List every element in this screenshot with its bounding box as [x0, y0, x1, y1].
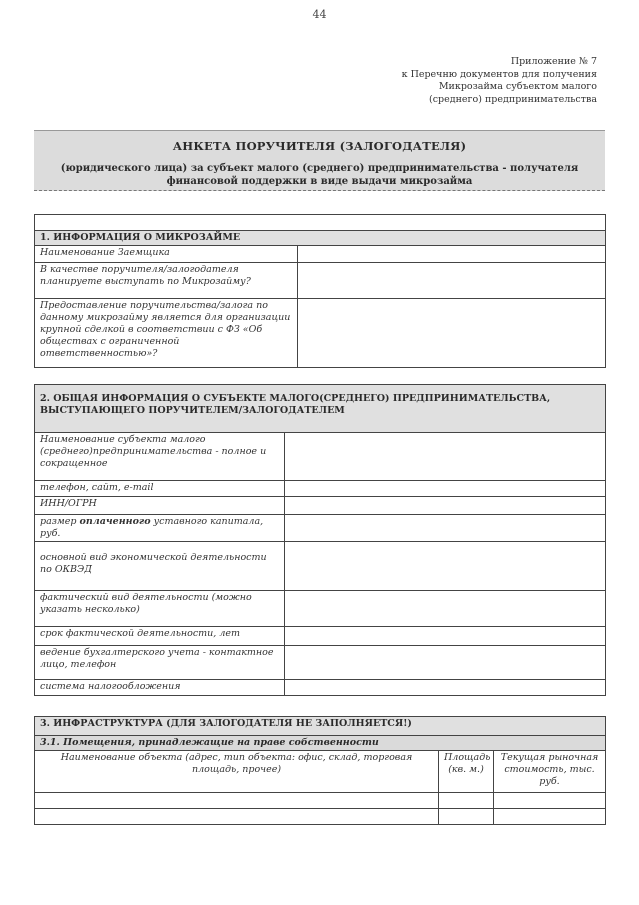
paid-capital-field[interactable]	[285, 515, 606, 542]
section1-spacer	[35, 215, 606, 231]
actual-activity-label: фактический вид деятельности (можно указать несколько)	[35, 591, 285, 627]
section2-table	[34, 384, 606, 696]
accounting-contact-label: ведение бухгалтерского учета - контактное лицо, телефон	[35, 646, 285, 680]
section1-table	[34, 214, 606, 368]
entity-name-field[interactable]	[285, 433, 606, 481]
premises-row-1-value[interactable]	[494, 793, 606, 809]
column-area: Площадь (кв. м.)	[439, 751, 494, 793]
section3-table	[34, 716, 606, 825]
appendix-line-1: Приложение № 7	[510, 56, 597, 67]
tax-system-field[interactable]	[285, 680, 606, 696]
paid-capital-label	[35, 515, 285, 542]
premises-row-1-name[interactable]	[35, 793, 439, 809]
form-title: АНКЕТА ПОРУЧИТЕЛЯ (ЗАЛОГОДАТЕЛЯ)	[172, 139, 467, 153]
premises-row-1-area[interactable]	[439, 793, 494, 809]
appendix-line-3: Микрозайма субъектом малого	[438, 81, 597, 92]
paid-capital-bold: оплаченного	[79, 516, 151, 527]
contacts-field[interactable]	[285, 481, 606, 497]
section3-header: 3. ИНФРАСТРУКТУРА (ДЛЯ ЗАЛОГОДАТЕЛЯ НЕ ЗАПОЛНЯЕТСЯ!)	[35, 717, 606, 736]
section1-header: 1. ИНФОРМАЦИЯ О МИКРОЗАЙМЕ	[35, 231, 606, 246]
okved-label: основной вид экономической деятельности по ОКВЭД	[35, 542, 285, 591]
guarantor-role-field[interactable]	[298, 263, 606, 299]
form-title-box	[34, 130, 605, 191]
premises-row-2-name[interactable]	[35, 809, 439, 825]
activity-term-label: срок фактической деятельности, лет	[35, 627, 285, 646]
form-subtitle: (юридического лица) за субъект малого (среднего) предпринимательства - получателя финансовой поддержки в виде выдачи микрозайма	[60, 163, 579, 187]
okved-field[interactable]	[285, 542, 606, 591]
major-transaction-field[interactable]	[298, 299, 606, 368]
tax-system-label: система налогообложения	[35, 680, 285, 696]
appendix-line-2: к Перечню документов для получения	[401, 68, 597, 80]
paid-capital-post: уставного капитала, руб.	[40, 516, 264, 539]
activity-term-field[interactable]	[285, 627, 606, 646]
appendix-line-4: (среднего) предпринимательства	[429, 93, 597, 105]
column-object-name: Наименование объекта (адрес, тип объекта: офис, склад, торговая площадь, прочее)	[35, 751, 439, 793]
inn-ogrn-label: ИНН/ОГРН	[35, 497, 285, 515]
contacts-label: телефон, сайт, e-mail	[35, 481, 285, 497]
appendix-note	[402, 56, 597, 106]
guarantor-role-label: В качестве поручителя/залогодателя планируете выступать по Микрозайму?	[35, 263, 298, 299]
major-transaction-label: Предоставление поручительства/залога по данному микрозайму является для организации крупной сделкой в соответствии с ФЗ «Об обществах с ограниченной ответственностью»?	[35, 299, 298, 368]
accounting-contact-field[interactable]	[285, 646, 606, 680]
actual-activity-field[interactable]	[285, 591, 606, 627]
premises-row-2-area[interactable]	[439, 809, 494, 825]
page-number: 44	[312, 8, 327, 21]
section2-header: 2. ОБЩАЯ ИНФОРМАЦИЯ О СУБЪЕКТЕ МАЛОГО(СРЕДНЕГО) ПРЕДПРИНИМАТЕЛЬСТВА, ВЫСТУПАЮЩЕГО ПОРУЧИТЕЛЕМ/ЗАЛОГОДАТЕЛЕМ	[35, 385, 606, 433]
inn-ogrn-field[interactable]	[285, 497, 606, 515]
borrower-name-label: Наименование Заемщика	[35, 246, 298, 263]
column-market-value: Текущая рыночная стоимость, тыс. руб.	[494, 751, 606, 793]
borrower-name-field[interactable]	[298, 246, 606, 263]
premises-row-2-value[interactable]	[494, 809, 606, 825]
paid-capital-pre: размер	[40, 516, 80, 527]
entity-name-label: Наименование субъекта малого (среднего)предпринимательства - полное и сокращенное	[35, 433, 285, 481]
section3-subheader: 3.1. Помещения, принадлежащие на праве собственности	[35, 736, 606, 751]
